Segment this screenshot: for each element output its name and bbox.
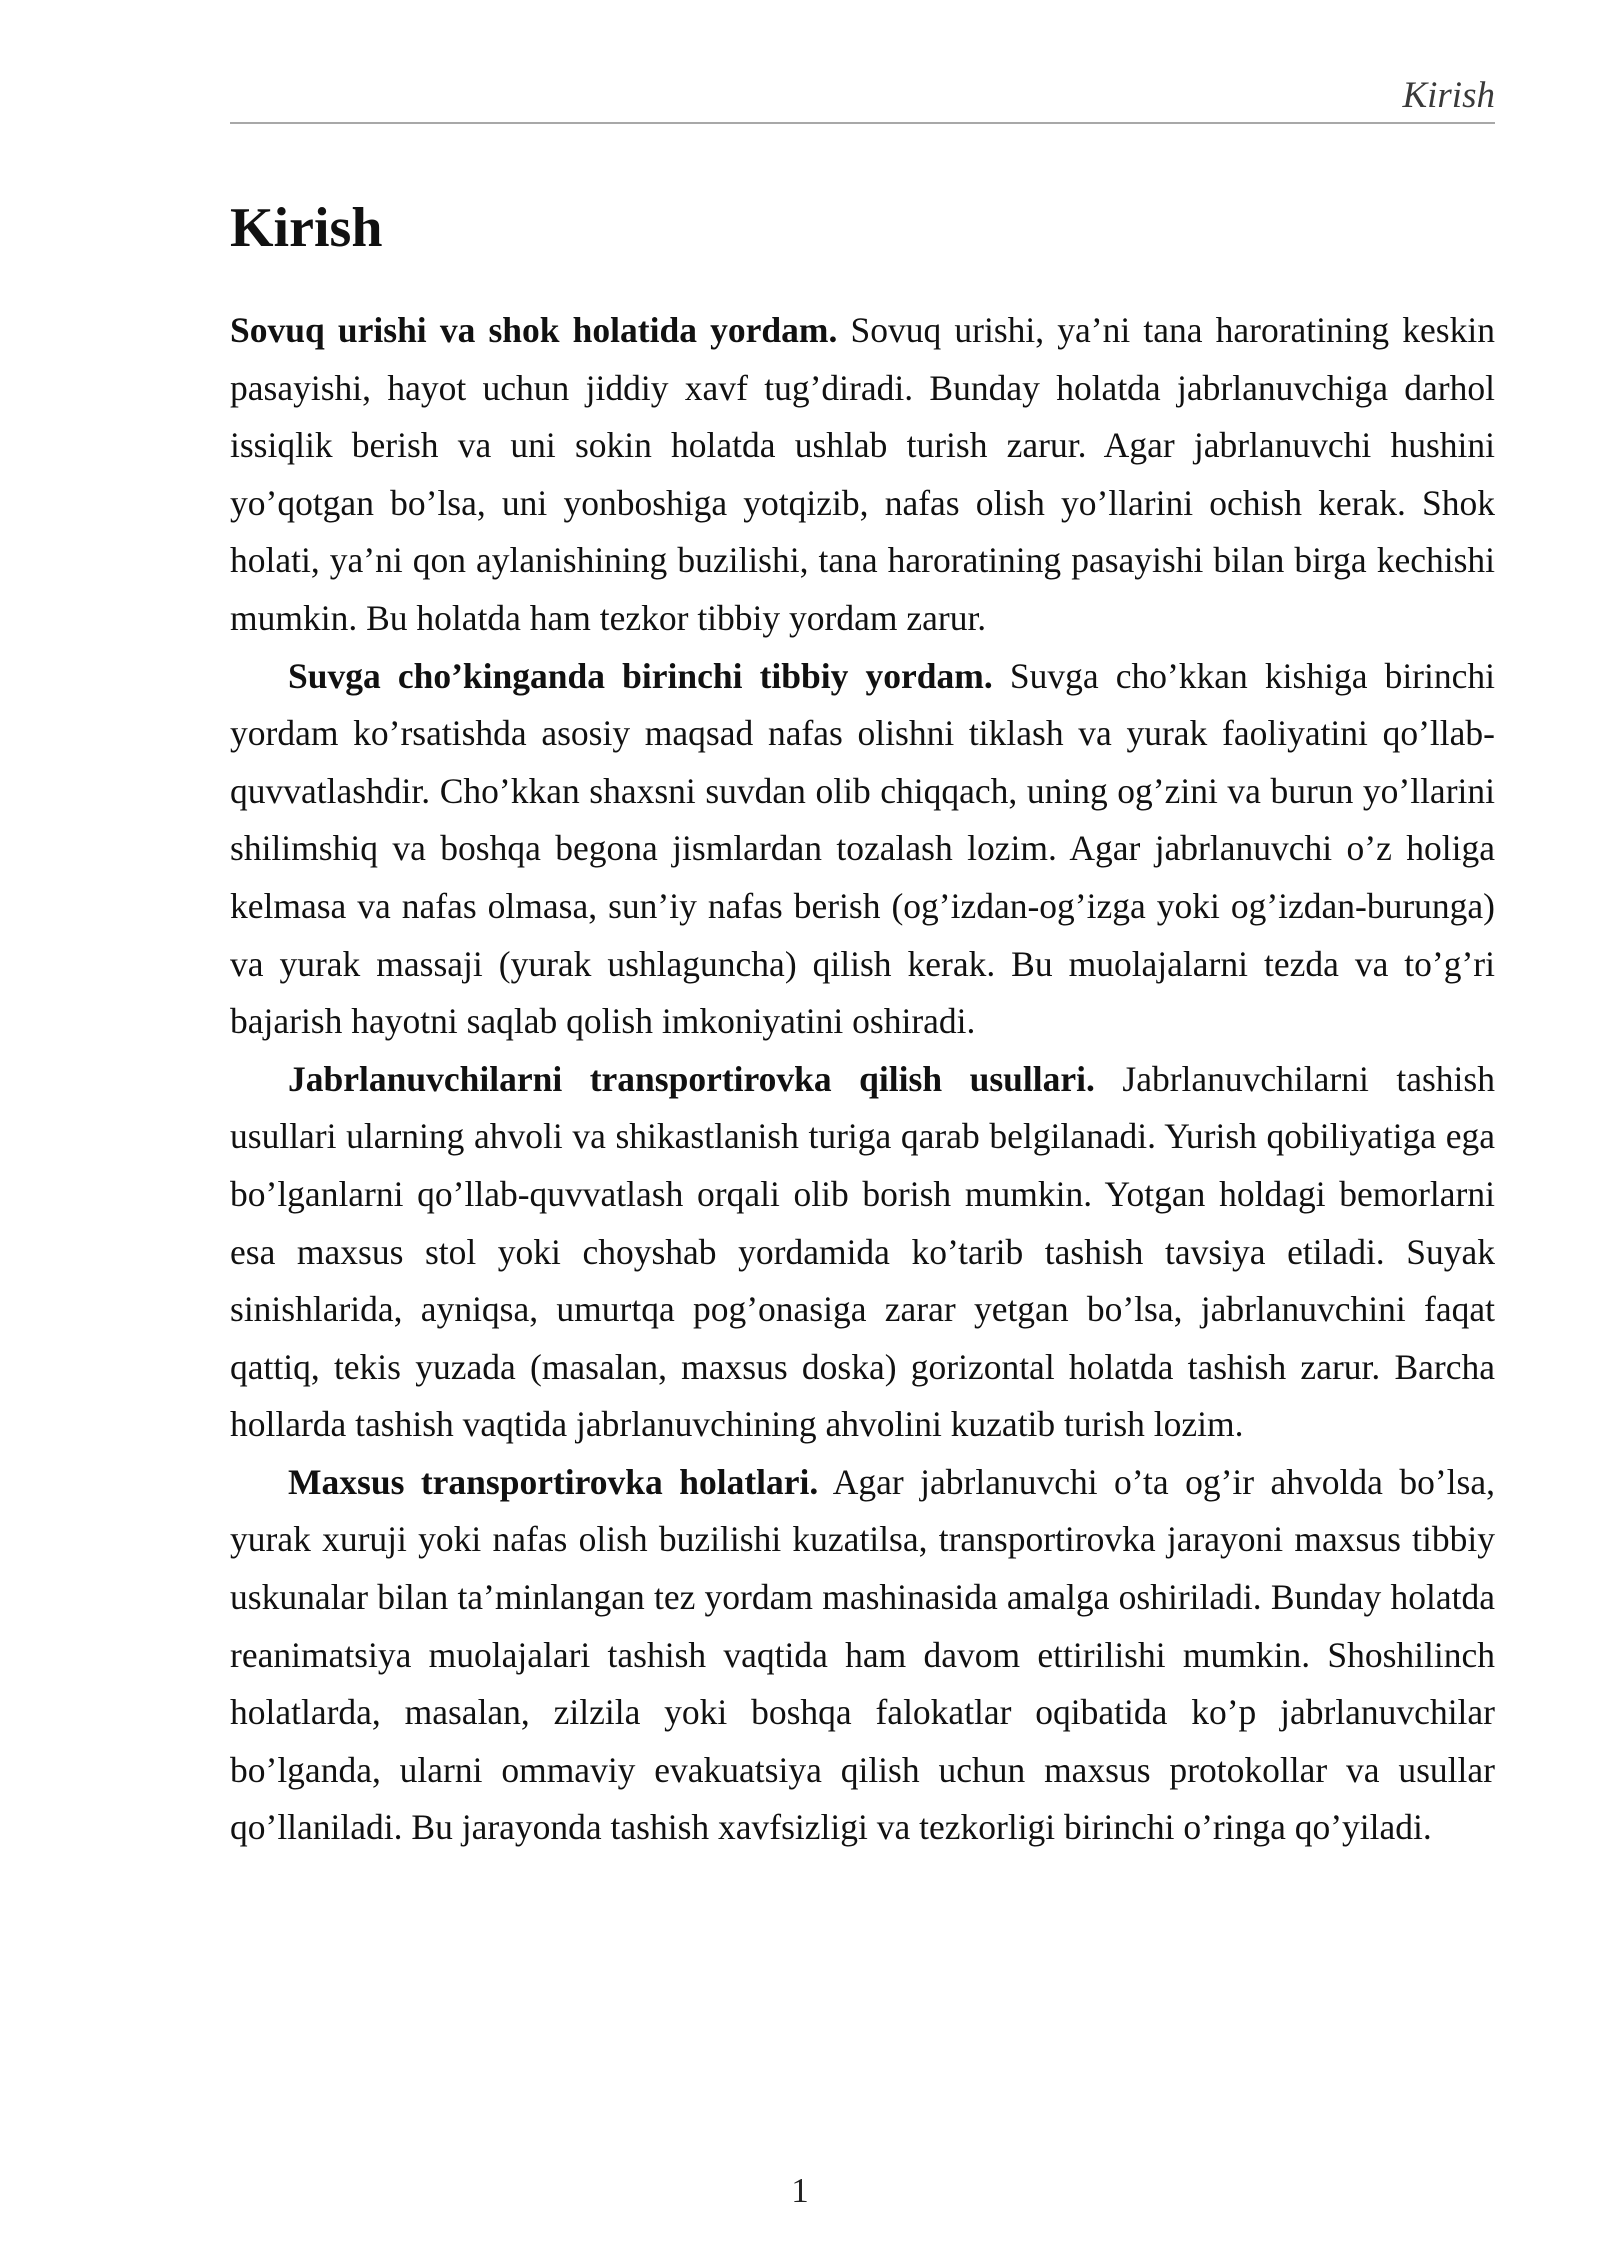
paragraph-heading: Jabrlanuvchilarni transportirovka qilish usullari. bbox=[288, 1058, 1095, 1099]
page-number: 1 bbox=[791, 2171, 809, 2210]
paragraph-special-transport bbox=[230, 1454, 1495, 1857]
header-divider bbox=[230, 122, 1495, 124]
paragraph-heading: Suvga cho’kinganda birinchi tibbiy yordam. bbox=[288, 655, 993, 696]
body-text bbox=[230, 302, 1495, 1857]
paragraph-heading: Sovuq urishi va shok holatida yordam. bbox=[230, 310, 838, 350]
paragraph-drowning bbox=[230, 648, 1495, 1051]
paragraph-transport-methods bbox=[230, 1051, 1495, 1454]
paragraph-text: Jabrlanuvchilarni tashish usullari ularning ahvoli va shikastlanish turiga qarab belgilanadi. Yurish qobiliyatiga ega bo’lganlarni qo’llab-quvvatlash orqali olib borish mumkin. Yotgan holdagi bemorlarni esa maxsus stol yoki choyshab yordamida ko’tarib tashish tavsiya etiladi. Suyak sinishlarida, ayniqsa, umurtqa pog’onasiga zarar yetgan bo’lsa, jabrlanuvchini faqat qattiq, tekis yuzada (masalan, maxsus doska) gorizontal holatda tashish zarur. Barcha hollarda tashish vaqtida jabrlanuvchining ahvolini kuzatib turish lozim. bbox=[230, 1058, 1495, 1445]
paragraph-text: Agar jabrlanuvchi o’ta og’ir ahvolda bo’lsa, yurak xuruji yoki nafas olish buzilishi kuzatilsa, transportirovka jarayoni maxsus tibbiy uskunalar bilan ta’minlangan tez yordam mashinasida amalga oshiriladi. Bunday holatda reanimatsiya muolajalari tashish vaqtida ham davom ettirilishi mumkin. Shoshilinch holatlarda, masalan, zilzila yoki boshqa falokatlar oqibatida ko’p jabrlanuvchilar bo’lganda, ularni ommaviy evakuatsiya qilish uchun maxsus protokollar va usullar qo’llaniladi. Bu jarayonda tashish xavfsizligi va tezkorligi birinchi o’ringa qo’yiladi. bbox=[230, 1461, 1495, 1848]
paragraph-cold-shock bbox=[230, 302, 1495, 648]
paragraph-heading: Maxsus transportirovka holatlari. bbox=[288, 1461, 819, 1502]
chapter-title: Kirish bbox=[230, 197, 383, 259]
paragraph-text: Suvga cho’kkan kishiga birinchi yordam ko’rsatishda asosiy maqsad nafas olishni tiklash va yurak faoliyatini qo’llab-quvvatlashdir. Cho’kkan shaxsni suvdan olib chiqqach, uning og’zini va burun yo’llarini shilimshiq va boshqa begona jismlardan tozalash lozim. Agar jabrlanuvchi o’z holiga kelmasa va nafas olmasa, sun’iy nafas berish (og’izdan-og’izga yoki og’izdan-burunga) va yurak massaji (yurak ushlaguncha) qilish kerak. Bu muolajalarni tezda va to’g’ri bajarish hayotni saqlab qolish imkoniyatini oshiradi. bbox=[230, 655, 1495, 1042]
paragraph-text: Sovuq urishi, ya’ni tana haroratining keskin pasayishi, hayot uchun jiddiy xavf tug’diradi. Bunday holatda jabrlanuvchiga darhol issiqlik berish va uni sokin holatda ushlab turish zarur. Agar jabrlanuvchi hushini yo’qotgan bo’lsa, uni yonboshiga yotqizib, nafas olish yo’llarini ochish kerak. Shok holati, ya’ni qon aylanishining buzilishi, tana haroratining pasayishi bilan birga kechishi mumkin. Bu holatda ham tezkor tibbiy yordam zarur. bbox=[230, 310, 1495, 638]
running-header: Kirish bbox=[1402, 75, 1495, 116]
